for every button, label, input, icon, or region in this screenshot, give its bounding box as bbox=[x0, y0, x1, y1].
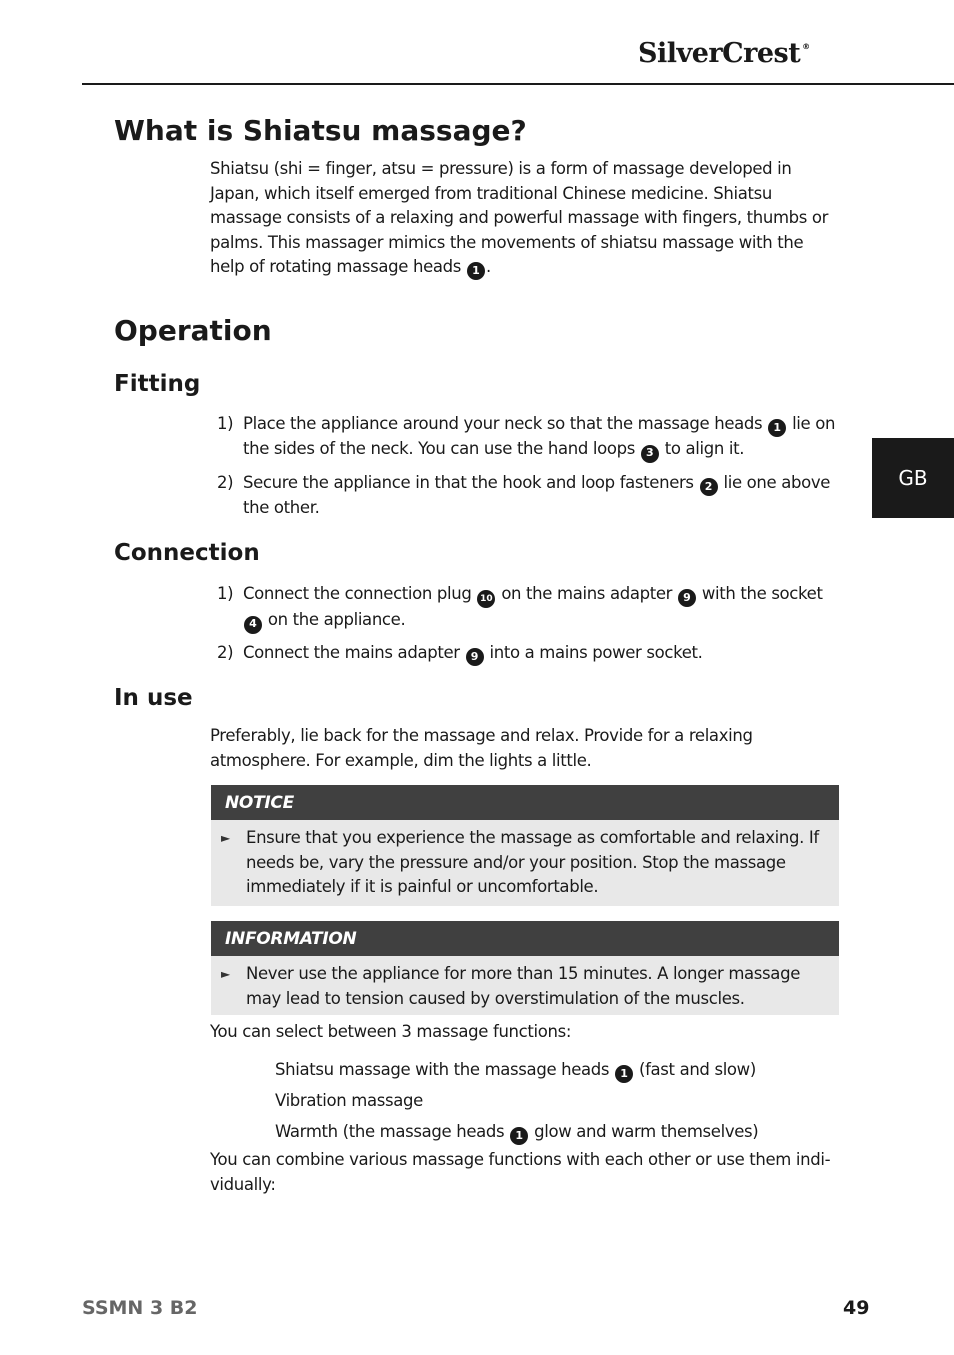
information-label: INFORMATION bbox=[211, 921, 839, 956]
brand-logo: SilverCrest ® bbox=[638, 38, 810, 69]
shiatsu-description: Shiatsu (shi = finger, atsu = pressure) is a form of massage developed in Japan, which itself emerged from traditional Chinese medicine. Shiatsu massage consists of a relaxing and powerful massage with fingers, thumbs or palms. This massager mimics the movements of shiatsu massage with the help of rotating massage heads 1 . bbox=[210, 157, 835, 280]
information-text: Never use the appliance for more than 15 minutes. A longer massage may lead to tension caused by overstimulation of the muscles. bbox=[246, 964, 800, 1008]
heading-fitting: Fitting bbox=[114, 371, 201, 397]
functions-intro: You can select between 3 massage functions: bbox=[210, 1022, 572, 1041]
fitting-step-1: 1) Place the appliance around your neck so that the massage heads 1 lie on the sides of the neck. You can use the hand loops 3 to align it. bbox=[217, 412, 837, 463]
connection-step-2: 2) Connect the mains adapter 9 into a mains power socket. bbox=[217, 641, 837, 666]
model-number: SSMN 3 B2 bbox=[82, 1297, 198, 1319]
in-use-intro: Preferably, lie back for the massage and relax. Provide for a relaxing atmosphere. For example, dim the lights a little. bbox=[210, 726, 753, 770]
bullet-arrow-icon: ► bbox=[221, 831, 230, 845]
functions-combine: You can combine various massage functions with each other or use them indi-vidually: bbox=[210, 1150, 831, 1194]
heading-operation: Operation bbox=[114, 314, 272, 347]
function-warmth: Warmth (the massage heads 1 glow and warm themselves) bbox=[275, 1120, 758, 1145]
page-number: 49 bbox=[843, 1297, 870, 1319]
notice-label: NOTICE bbox=[211, 785, 839, 820]
heading-in-use: In use bbox=[114, 685, 193, 711]
notice-text: Ensure that you experience the massage as comfortable and relaxing. If needs be, vary the pressure and/or your position. Stop the massage immediately if it is painful or uncomfortable. bbox=[246, 828, 819, 896]
connection-step-1: 1) Connect the connection plug 10 on the mains adapter 9 with the socket 4 on the appliance. bbox=[217, 582, 837, 634]
function-vibration: Vibration massage bbox=[275, 1091, 423, 1110]
heading-connection: Connection bbox=[114, 540, 260, 566]
information-box bbox=[211, 921, 839, 1015]
function-shiatsu: Shiatsu massage with the massage heads 1 (fast and slow) bbox=[275, 1058, 756, 1083]
fitting-step-2: 2) Secure the appliance in that the hook and loop fasteners 2 lie one above the other. bbox=[217, 473, 831, 518]
heading-shiatsu: What is Shiatsu massage? bbox=[114, 114, 527, 147]
bullet-arrow-icon: ► bbox=[221, 967, 230, 981]
notice-box bbox=[211, 785, 839, 906]
header-rule bbox=[82, 83, 954, 85]
language-tab: GB bbox=[872, 438, 954, 518]
